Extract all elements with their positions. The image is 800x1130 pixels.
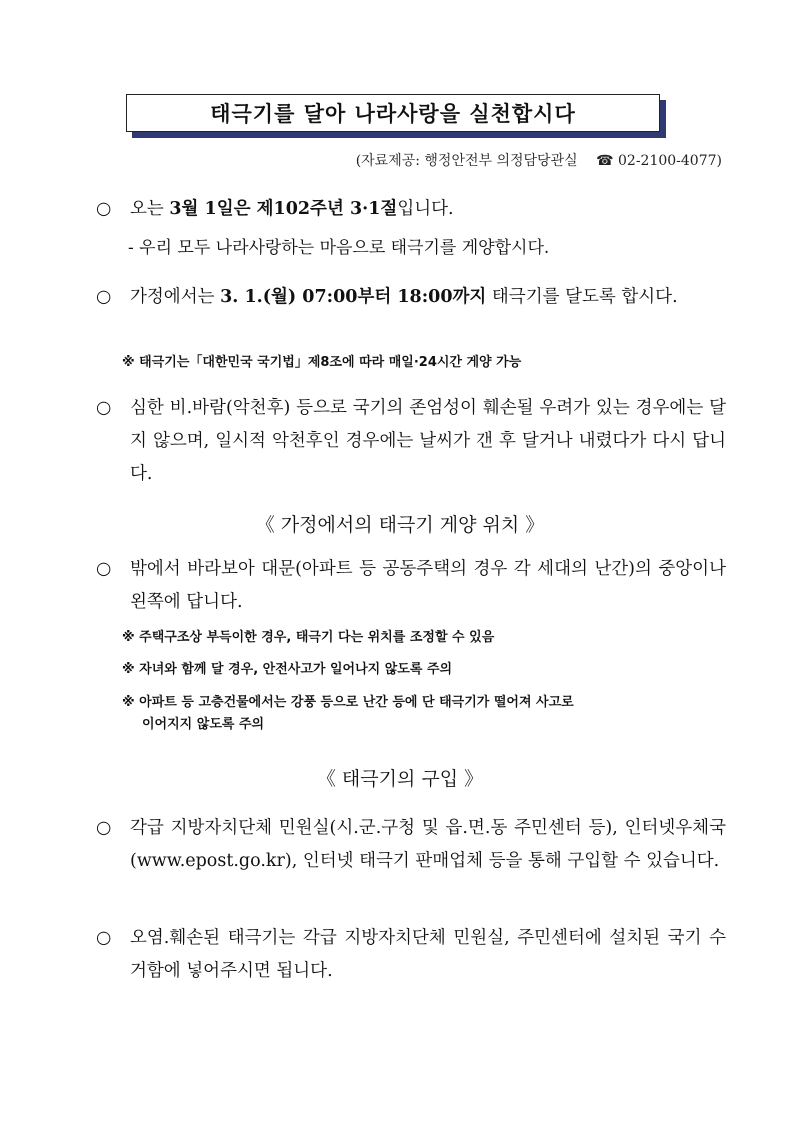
circle-bullet-icon: ○	[96, 928, 112, 948]
item-text: 각급 지방자치단체 민원실(시.군.구청 및 읍.면.동 주민센터 등), 인터넷우체국(www.epost.go.kr), 인터넷 태극기 판매업체 등을 통해 구입할 수 있습니다.	[130, 818, 726, 871]
item-text-bold: 3월 1일은 제102주년 3·1절	[169, 199, 398, 219]
source-phone: 02-2100-4077)	[618, 153, 722, 169]
item-text-post: 입니다.	[397, 199, 454, 219]
item-text-pre: 가정에서는	[130, 287, 221, 307]
source-label: (자료제공: 행정안전부 의정담당관실	[355, 153, 578, 169]
sub-item: - 우리 모두 나라사랑하는 마음으로 태극기를 게양합시다.	[128, 238, 550, 258]
note: ※ 자녀와 함께 달 경우, 안전사고가 일어나지 않도록 주의	[122, 662, 453, 677]
list-item	[96, 812, 726, 878]
title-banner	[126, 94, 666, 138]
list-item	[96, 553, 726, 619]
section-heading: 《 태극기의 구입 》	[316, 768, 484, 790]
note	[122, 692, 722, 736]
list-item	[96, 392, 726, 491]
source-line	[356, 150, 722, 170]
item-text: 밖에서 바라보아 대문(아파트 등 공동주택의 경우 각 세대의 난간)의 중앙이나 왼쪽에 답니다.	[130, 559, 726, 612]
item-text-post: 태극기를 달도록 합시다.	[486, 287, 678, 307]
circle-bullet-icon: ○	[96, 559, 112, 579]
page-title: 태극기를 달아 나라사랑을 실천합시다	[126, 94, 660, 132]
section-heading: 《 가정에서의 태극기 게양 위치 》	[255, 514, 545, 536]
item-text-bold: 3. 1.(월) 07:00부터 18:00까지	[220, 287, 487, 307]
item-text-pre: 오는	[130, 199, 170, 219]
note: ※ 태극기는「대한민국 국기법」제8조에 따라 매일·24시간 게양 가능	[122, 355, 522, 370]
item-text	[130, 281, 726, 314]
circle-bullet-icon: ○	[96, 199, 112, 219]
list-item	[96, 193, 726, 226]
circle-bullet-icon: ○	[96, 818, 112, 838]
circle-bullet-icon: ○	[96, 287, 112, 307]
telephone-icon: ☎	[596, 153, 614, 169]
note-line-continued: 이어지지 않도록 주의	[142, 717, 265, 732]
item-text: 오염.훼손된 태극기는 각급 지방자치단체 민원실, 주민센터에 설치된 국기 수거함에 넣어주시면 됩니다.	[130, 928, 726, 981]
note-line: ※ 아파트 등 고층건물에서는 강풍 등으로 난간 등에 단 태극기가 떨어져 사고로	[122, 695, 574, 710]
list-item	[96, 281, 726, 314]
circle-bullet-icon: ○	[96, 398, 112, 418]
note: ※ 주택구조상 부득이한 경우, 태극기 다는 위치를 조정할 수 있음	[122, 630, 495, 645]
item-text: 심한 비.바람(악천후) 등으로 국기의 존엄성이 훼손될 우려가 있는 경우에는 달지 않으며, 일시적 악천후인 경우에는 날씨가 갠 후 달거나 내렸다가 다시 답니다.	[130, 398, 726, 484]
item-text	[130, 193, 726, 226]
list-item	[96, 922, 726, 988]
